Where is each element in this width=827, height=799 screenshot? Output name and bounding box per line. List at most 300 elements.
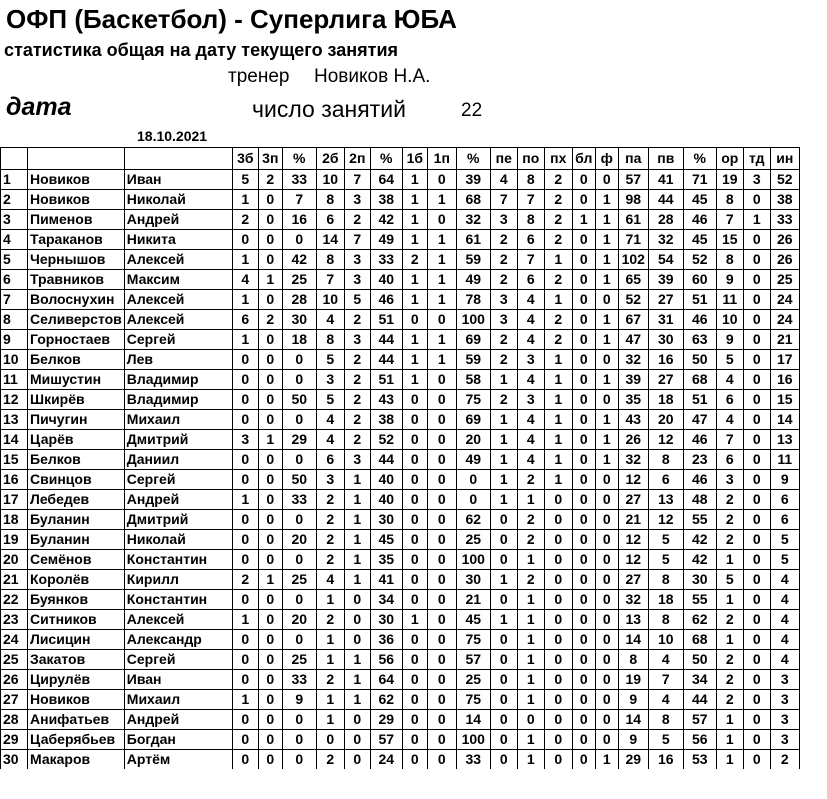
- stat-cell: 6: [770, 510, 799, 530]
- stat-cell: 0: [427, 510, 456, 530]
- stat-cell: 8: [517, 170, 544, 190]
- stat-cell: 0: [544, 690, 572, 710]
- stat-cell: 0: [232, 370, 258, 390]
- first-name-cell: Андрей: [124, 490, 232, 510]
- stat-cell: 0: [595, 590, 618, 610]
- stat-cell: 26: [770, 230, 799, 250]
- stat-cell: 0: [743, 350, 770, 370]
- column-header: па: [618, 148, 648, 170]
- stat-cell: 9: [716, 270, 743, 290]
- stat-cell: 42: [683, 550, 716, 570]
- row-number-cell: 25: [1, 650, 28, 670]
- stat-cell: 0: [232, 450, 258, 470]
- stat-cell: 2: [344, 410, 370, 430]
- stat-cell: 0: [282, 630, 316, 650]
- table-row: [1, 350, 800, 370]
- stat-cell: 0: [232, 470, 258, 490]
- stat-cell: 0: [232, 750, 258, 770]
- stat-cell: 0: [743, 650, 770, 670]
- column-header: %: [282, 148, 316, 170]
- stat-cell: 13: [648, 490, 683, 510]
- stat-cell: 51: [370, 310, 402, 330]
- stat-cell: 3: [316, 370, 344, 390]
- row-number-cell: 17: [1, 490, 28, 510]
- stat-cell: 0: [572, 490, 595, 510]
- stat-cell: 30: [282, 310, 316, 330]
- stat-cell: 4: [770, 610, 799, 630]
- stat-cell: 0: [572, 290, 595, 310]
- stat-cell: 0: [427, 430, 456, 450]
- stat-cell: 7: [517, 250, 544, 270]
- stat-cell: 29: [282, 430, 316, 450]
- first-name-cell: Дмитрий: [124, 510, 232, 530]
- stat-cell: 62: [370, 690, 402, 710]
- stat-cell: 0: [282, 590, 316, 610]
- stat-cell: 0: [572, 650, 595, 670]
- stat-cell: 4: [770, 590, 799, 610]
- table-row: [1, 310, 800, 330]
- stat-cell: 0: [258, 690, 282, 710]
- first-name-cell: Кирилл: [124, 570, 232, 590]
- stat-cell: 1: [232, 690, 258, 710]
- column-header: %: [370, 148, 402, 170]
- stat-cell: 0: [402, 430, 427, 450]
- stat-cell: 1: [402, 270, 427, 290]
- column-header: пв: [648, 148, 683, 170]
- stat-cell: 0: [402, 570, 427, 590]
- stat-cell: 0: [595, 290, 618, 310]
- stat-cell: 59: [456, 350, 490, 370]
- stat-cell: 0: [743, 290, 770, 310]
- stat-cell: 6: [770, 490, 799, 510]
- surname-cell: Лисицин: [28, 630, 125, 650]
- stat-cell: 55: [683, 590, 716, 610]
- stat-cell: 68: [683, 370, 716, 390]
- stat-cell: 3: [743, 170, 770, 190]
- row-number-cell: 10: [1, 350, 28, 370]
- row-number-cell: 20: [1, 550, 28, 570]
- stat-cell: 6: [316, 210, 344, 230]
- stat-cell: 0: [572, 370, 595, 390]
- stat-cell: 2: [344, 210, 370, 230]
- surname-cell: Лебедев: [28, 490, 125, 510]
- stat-cell: 0: [743, 750, 770, 770]
- stat-cell: 0: [344, 610, 370, 630]
- stat-cell: 2: [517, 570, 544, 590]
- surname-cell: Новиков: [28, 690, 125, 710]
- surname-cell: Царёв: [28, 430, 125, 450]
- stat-cell: 0: [427, 610, 456, 630]
- stat-cell: 1: [402, 610, 427, 630]
- stat-cell: 0: [427, 490, 456, 510]
- stat-cell: 57: [683, 710, 716, 730]
- surname-cell: Чернышов: [28, 250, 125, 270]
- stat-cell: 0: [743, 670, 770, 690]
- stat-cell: 1: [344, 490, 370, 510]
- stat-cell: 102: [618, 250, 648, 270]
- surname-cell: Цаберябьев: [28, 730, 125, 750]
- stat-cell: 3: [770, 690, 799, 710]
- stat-cell: 25: [282, 270, 316, 290]
- stat-cell: 47: [618, 330, 648, 350]
- stat-cell: 4: [517, 430, 544, 450]
- stat-cell: 48: [683, 490, 716, 510]
- stat-cell: 3: [344, 250, 370, 270]
- stat-cell: 0: [544, 510, 572, 530]
- stat-cell: 0: [402, 690, 427, 710]
- stat-cell: 0: [572, 250, 595, 270]
- stat-cell: 5: [344, 290, 370, 310]
- stat-cell: 0: [743, 330, 770, 350]
- stat-cell: 4: [316, 410, 344, 430]
- stat-cell: 4: [716, 370, 743, 390]
- stat-cell: 3: [770, 670, 799, 690]
- stat-cell: 1: [595, 270, 618, 290]
- table-row: [1, 750, 800, 770]
- table-row: [1, 430, 800, 450]
- stat-cell: 0: [344, 750, 370, 770]
- stat-cell: 2: [716, 490, 743, 510]
- sessions-count: 22: [461, 100, 483, 121]
- stat-cell: 100: [456, 550, 490, 570]
- stat-cell: 13: [770, 430, 799, 450]
- stat-cell: 2: [316, 610, 344, 630]
- stat-cell: 0: [258, 190, 282, 210]
- stat-cell: 2: [517, 530, 544, 550]
- stat-cell: 2: [544, 190, 572, 210]
- stat-cell: 0: [572, 270, 595, 290]
- column-header: по: [517, 148, 544, 170]
- stat-cell: 8: [517, 210, 544, 230]
- stat-cell: 2: [402, 250, 427, 270]
- stat-cell: 1: [402, 210, 427, 230]
- stat-cell: 55: [683, 510, 716, 530]
- stat-cell: 0: [427, 670, 456, 690]
- stat-cell: 14: [618, 630, 648, 650]
- stat-cell: 8: [316, 330, 344, 350]
- column-header: [1, 148, 28, 170]
- stat-cell: 1: [427, 270, 456, 290]
- stat-cell: 50: [683, 650, 716, 670]
- surname-cell: Белков: [28, 450, 125, 470]
- stat-cell: 100: [456, 730, 490, 750]
- stat-cell: 7: [344, 170, 370, 190]
- stat-cell: 0: [544, 610, 572, 630]
- stat-cell: 0: [490, 650, 517, 670]
- stat-cell: 3: [344, 190, 370, 210]
- stat-cell: 64: [370, 170, 402, 190]
- stat-cell: 46: [683, 210, 716, 230]
- stat-cell: 49: [456, 450, 490, 470]
- stat-cell: 0: [490, 630, 517, 650]
- stat-cell: 0: [258, 230, 282, 250]
- stat-cell: 0: [232, 710, 258, 730]
- stat-cell: 1: [517, 750, 544, 770]
- stat-cell: 60: [683, 270, 716, 290]
- surname-cell: Пичугин: [28, 410, 125, 430]
- stat-cell: 0: [258, 330, 282, 350]
- row-number-cell: 14: [1, 430, 28, 450]
- stat-cell: 0: [490, 590, 517, 610]
- stat-cell: 5: [770, 550, 799, 570]
- stat-cell: 0: [595, 650, 618, 670]
- stat-cell: 0: [490, 690, 517, 710]
- stat-cell: 5: [716, 570, 743, 590]
- stat-cell: 0: [258, 550, 282, 570]
- column-header: бл: [572, 148, 595, 170]
- stat-cell: 4: [770, 570, 799, 590]
- stat-cell: 1: [716, 750, 743, 770]
- stat-cell: 5: [232, 170, 258, 190]
- stat-cell: 1: [402, 330, 427, 350]
- stat-cell: 0: [344, 630, 370, 650]
- stat-cell: 1: [402, 370, 427, 390]
- stat-cell: 1: [517, 630, 544, 650]
- stat-cell: 33: [282, 490, 316, 510]
- surname-cell: Новиков: [28, 170, 125, 190]
- stat-cell: 0: [258, 390, 282, 410]
- stat-cell: 1: [595, 230, 618, 250]
- stat-cell: 0: [595, 490, 618, 510]
- stat-cell: 8: [618, 650, 648, 670]
- row-number-cell: 27: [1, 690, 28, 710]
- stat-cell: 0: [232, 630, 258, 650]
- surname-cell: Пименов: [28, 210, 125, 230]
- stat-cell: 0: [544, 710, 572, 730]
- stat-cell: 1: [544, 370, 572, 390]
- stat-cell: 1: [232, 250, 258, 270]
- stat-cell: 4: [517, 370, 544, 390]
- row-number-cell: 8: [1, 310, 28, 330]
- stat-cell: 57: [618, 170, 648, 190]
- stat-cell: 45: [683, 190, 716, 210]
- row-number-cell: 21: [1, 570, 28, 590]
- table-row: [1, 610, 800, 630]
- stat-cell: 0: [743, 730, 770, 750]
- first-name-cell: Владимир: [124, 370, 232, 390]
- stat-cell: 43: [618, 410, 648, 430]
- stat-cell: 0: [743, 710, 770, 730]
- stat-cell: 0: [427, 310, 456, 330]
- surname-cell: Травников: [28, 270, 125, 290]
- stat-cell: 6: [517, 230, 544, 250]
- stat-cell: 61: [456, 230, 490, 250]
- stat-cell: 1: [427, 290, 456, 310]
- stat-cell: 47: [683, 410, 716, 430]
- stat-cell: 0: [595, 610, 618, 630]
- stat-cell: 2: [490, 350, 517, 370]
- stat-cell: 1: [517, 650, 544, 670]
- stat-cell: 9: [770, 470, 799, 490]
- stat-cell: 0: [282, 750, 316, 770]
- stat-cell: 1: [716, 710, 743, 730]
- column-header: %: [683, 148, 716, 170]
- stat-cell: 63: [683, 330, 716, 350]
- stat-cell: 12: [648, 430, 683, 450]
- surname-cell: Белков: [28, 350, 125, 370]
- row-number-cell: 1: [1, 170, 28, 190]
- stat-cell: 0: [427, 750, 456, 770]
- stat-cell: 0: [572, 190, 595, 210]
- stat-cell: 0: [282, 450, 316, 470]
- table-row: [1, 690, 800, 710]
- stat-cell: 2: [490, 270, 517, 290]
- stat-cell: 4: [517, 310, 544, 330]
- stat-cell: 29: [618, 750, 648, 770]
- stat-cell: 4: [316, 310, 344, 330]
- stat-cell: 27: [618, 490, 648, 510]
- stat-cell: 2: [344, 370, 370, 390]
- stat-cell: 4: [316, 570, 344, 590]
- stat-cell: 8: [716, 190, 743, 210]
- stat-cell: 0: [572, 670, 595, 690]
- table-row: [1, 390, 800, 410]
- stat-cell: 7: [282, 190, 316, 210]
- stat-cell: 0: [427, 410, 456, 430]
- stat-cell: 0: [456, 490, 490, 510]
- row-number-cell: 22: [1, 590, 28, 610]
- stat-cell: 0: [490, 670, 517, 690]
- stat-cell: 0: [282, 730, 316, 750]
- stat-cell: 0: [544, 750, 572, 770]
- stat-cell: 7: [517, 190, 544, 210]
- stat-cell: 0: [258, 290, 282, 310]
- stat-cell: 52: [683, 250, 716, 270]
- stat-cell: 0: [572, 470, 595, 490]
- stat-cell: 45: [456, 610, 490, 630]
- stat-cell: 100: [456, 310, 490, 330]
- table-row: [1, 710, 800, 730]
- table-row: [1, 410, 800, 430]
- stat-cell: 30: [370, 510, 402, 530]
- stat-cell: 49: [370, 230, 402, 250]
- stat-cell: 3: [770, 730, 799, 750]
- stat-cell: 56: [370, 650, 402, 670]
- stat-cell: 0: [595, 630, 618, 650]
- stat-cell: 1: [232, 610, 258, 630]
- table-row: [1, 450, 800, 470]
- stat-cell: 1: [595, 190, 618, 210]
- stat-cell: 64: [370, 670, 402, 690]
- stat-cell: 2: [716, 670, 743, 690]
- stat-cell: 29: [370, 710, 402, 730]
- stat-cell: 0: [544, 630, 572, 650]
- first-name-cell: Николай: [124, 530, 232, 550]
- surname-cell: Буланин: [28, 510, 125, 530]
- table-row: [1, 490, 800, 510]
- stat-cell: 35: [370, 550, 402, 570]
- table-row: [1, 630, 800, 650]
- stat-cell: 9: [618, 690, 648, 710]
- surname-cell: Закатов: [28, 650, 125, 670]
- stat-cell: 0: [427, 370, 456, 390]
- stat-cell: 2: [232, 570, 258, 590]
- row-number-cell: 9: [1, 330, 28, 350]
- stat-cell: 32: [648, 230, 683, 250]
- column-header: 2п: [344, 148, 370, 170]
- stat-cell: 68: [456, 190, 490, 210]
- stat-cell: 2: [770, 750, 799, 770]
- stat-cell: 2: [490, 250, 517, 270]
- stat-cell: 14: [316, 230, 344, 250]
- date-label: дата: [6, 93, 72, 121]
- stat-cell: 30: [370, 610, 402, 630]
- stat-cell: 32: [618, 590, 648, 610]
- stat-cell: 0: [544, 650, 572, 670]
- stat-cell: 1: [544, 390, 572, 410]
- stat-cell: 0: [743, 390, 770, 410]
- row-number-cell: 16: [1, 470, 28, 490]
- stat-cell: 0: [743, 190, 770, 210]
- column-header: 1п: [427, 148, 456, 170]
- stat-cell: 0: [595, 470, 618, 490]
- table-row: [1, 290, 800, 310]
- stat-cell: 0: [402, 550, 427, 570]
- stat-cell: 8: [648, 610, 683, 630]
- stat-cell: 16: [282, 210, 316, 230]
- stat-cell: 0: [743, 230, 770, 250]
- stat-cell: 1: [344, 510, 370, 530]
- sessions-label: число занятий: [252, 96, 406, 122]
- stat-cell: 0: [544, 490, 572, 510]
- column-header: пе: [490, 148, 517, 170]
- first-name-cell: Александр: [124, 630, 232, 650]
- stat-cell: 1: [427, 350, 456, 370]
- stat-cell: 1: [517, 670, 544, 690]
- column-header: %: [456, 148, 490, 170]
- stat-cell: 2: [316, 490, 344, 510]
- stat-cell: 0: [572, 330, 595, 350]
- stat-cell: 1: [232, 490, 258, 510]
- stat-cell: 41: [370, 570, 402, 590]
- stat-cell: 0: [572, 350, 595, 370]
- stat-cell: 1: [402, 170, 427, 190]
- stat-cell: 1: [517, 550, 544, 570]
- stat-cell: 0: [232, 550, 258, 570]
- stat-cell: 39: [618, 370, 648, 390]
- stat-cell: 45: [370, 530, 402, 550]
- stat-cell: 14: [456, 710, 490, 730]
- table-row: [1, 370, 800, 390]
- stat-cell: 1: [595, 450, 618, 470]
- stat-cell: 0: [427, 550, 456, 570]
- column-header: [28, 148, 125, 170]
- stat-cell: 24: [370, 750, 402, 770]
- stat-cell: 0: [258, 710, 282, 730]
- stat-cell: 1: [232, 290, 258, 310]
- stat-cell: 0: [456, 470, 490, 490]
- row-number-cell: 3: [1, 210, 28, 230]
- stat-cell: 0: [595, 170, 618, 190]
- stat-cell: 0: [282, 550, 316, 570]
- column-header: ор: [716, 148, 743, 170]
- header-row: [1, 148, 800, 170]
- stat-cell: 0: [427, 470, 456, 490]
- stat-cell: 2: [344, 390, 370, 410]
- stat-cell: 0: [572, 550, 595, 570]
- stat-cell: 0: [427, 730, 456, 750]
- stat-cell: 0: [282, 510, 316, 530]
- stat-cell: 0: [402, 730, 427, 750]
- first-name-cell: Алексей: [124, 250, 232, 270]
- stat-cell: 57: [370, 730, 402, 750]
- stat-cell: 11: [716, 290, 743, 310]
- stat-cell: 42: [683, 530, 716, 550]
- stat-cell: 1: [517, 690, 544, 710]
- row-number-cell: 2: [1, 190, 28, 210]
- stat-cell: 40: [370, 470, 402, 490]
- stat-cell: 2: [344, 310, 370, 330]
